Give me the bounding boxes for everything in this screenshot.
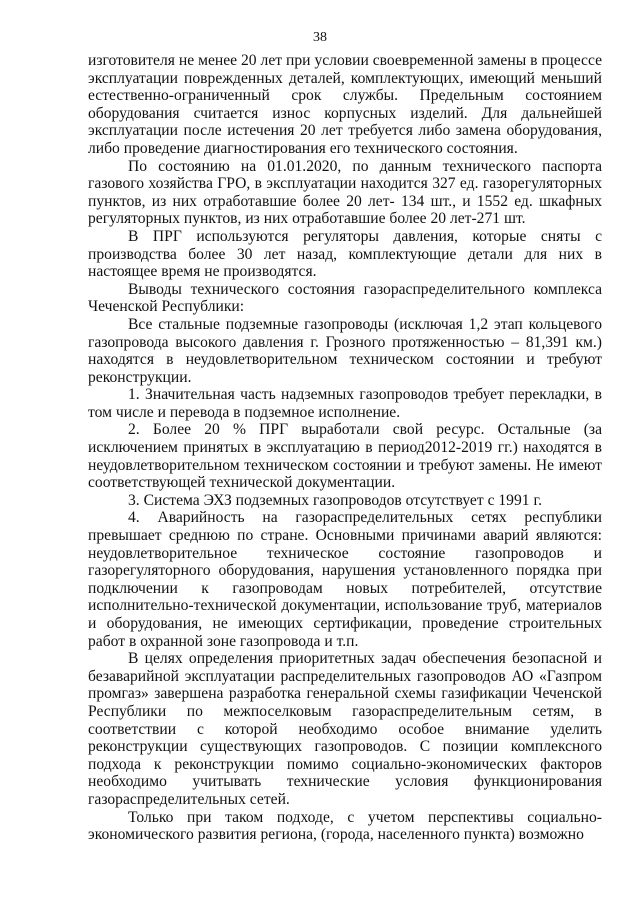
paragraph-service-life: изготовителя не менее 20 лет при условии своевременной замены в процессе эксплуатации поврежденных деталей, комплектующих, имеющий меньший естественно-ограниченный срок службы. Предельным состоянием оборудования считается износ корпусных изделий. Для дальнейшей эксплуатации после истечения 20 лет требуется либо замена оборудования, либо проведение диагностирования его технического состояния. xyxy=(88,52,602,157)
paragraph-general-scheme: В целях определения приоритетных задач обеспечения безопасной и безаварийной эксплуатации распределительных газопроводов АО «Газпром промгаз» завершена разработка генеральной схемы газификации Чеченской Республики по межпоселковым газораспределительным сетям, в соответствии с которой необходимо особое внимание уделить реконструкции существующих газопроводов. С позиции комплексного подхода к реконструкции помимо социально-экономических факторов необходимо учитывать технические условия функционирования газораспределительных сетей. xyxy=(88,650,602,808)
list-item-1: 1. Значительная часть надземных газопроводов требует перекладки, в том числе и перевода в подземное исполнение. xyxy=(88,386,602,421)
page-number: 38 xyxy=(313,30,327,45)
list-item-3: 3. Система ЭХЗ подземных газопроводов отсутствует с 1991 г. xyxy=(128,491,543,509)
paragraph-steel-pipelines: Все стальные подземные газопроводы (исключая 1,2 этап кольцевого газопровода высокого давления г. Грозного протяженностью – 81,391 км.) находятся в неудовлетворительном техническом состоянии и требуют реконструкции. xyxy=(88,315,602,386)
list-item-4: 4. Аварийность на газораспределительных сетях республики превышает среднюю по стране. Основными причинами аварий являются: неудовлетворительное техническое состояние газопроводов и газорегуляторного оборудования, нарушения установленного порядка при подключении к газопроводам новых потребителей, отсутствие исполнительно-технической документации, использование труб, материалов и оборудования, не имеющих сертификации, проведение строительных работ в охранной зоне газопровода и т.п. xyxy=(88,509,602,650)
page-body xyxy=(88,52,602,844)
list-item-2: 2. Более 20 % ПРГ выработали свой ресурс. Остальные (за исключением принятых в эксплуатацию в период2012-2019 гг.) находятся в неудовлетворительном техническом состоянии и требуют замены. Не имеют соответствующей технической документации. xyxy=(88,421,602,492)
paragraph-inventory: По состоянию на 01.01.2020, по данным технического паспорта газового хозяйства ГРО, в эксплуатации находится 327 ед. газорегуляторных пунктов, из них отработавшие более 20 лет- 134 шт., и 1552 ед. шкафных регуляторных пунктов, из них отработавшие более 20 лет-271 шт. xyxy=(88,157,602,228)
paragraph-approach: Только при таком подходе, с учетом перспективы социально-экономического развития региона, (города, населенного пункта) возможно xyxy=(88,808,602,844)
paragraph-conclusions-heading: Выводы технического состояния газораспределительного комплекса Чеченской Республики: xyxy=(88,280,602,316)
paragraph-regulators: В ПРГ используются регуляторы давления, которые сняты с производства более 30 лет назад, комплектующие детали для них в настоящее время не производятся. xyxy=(88,227,602,281)
